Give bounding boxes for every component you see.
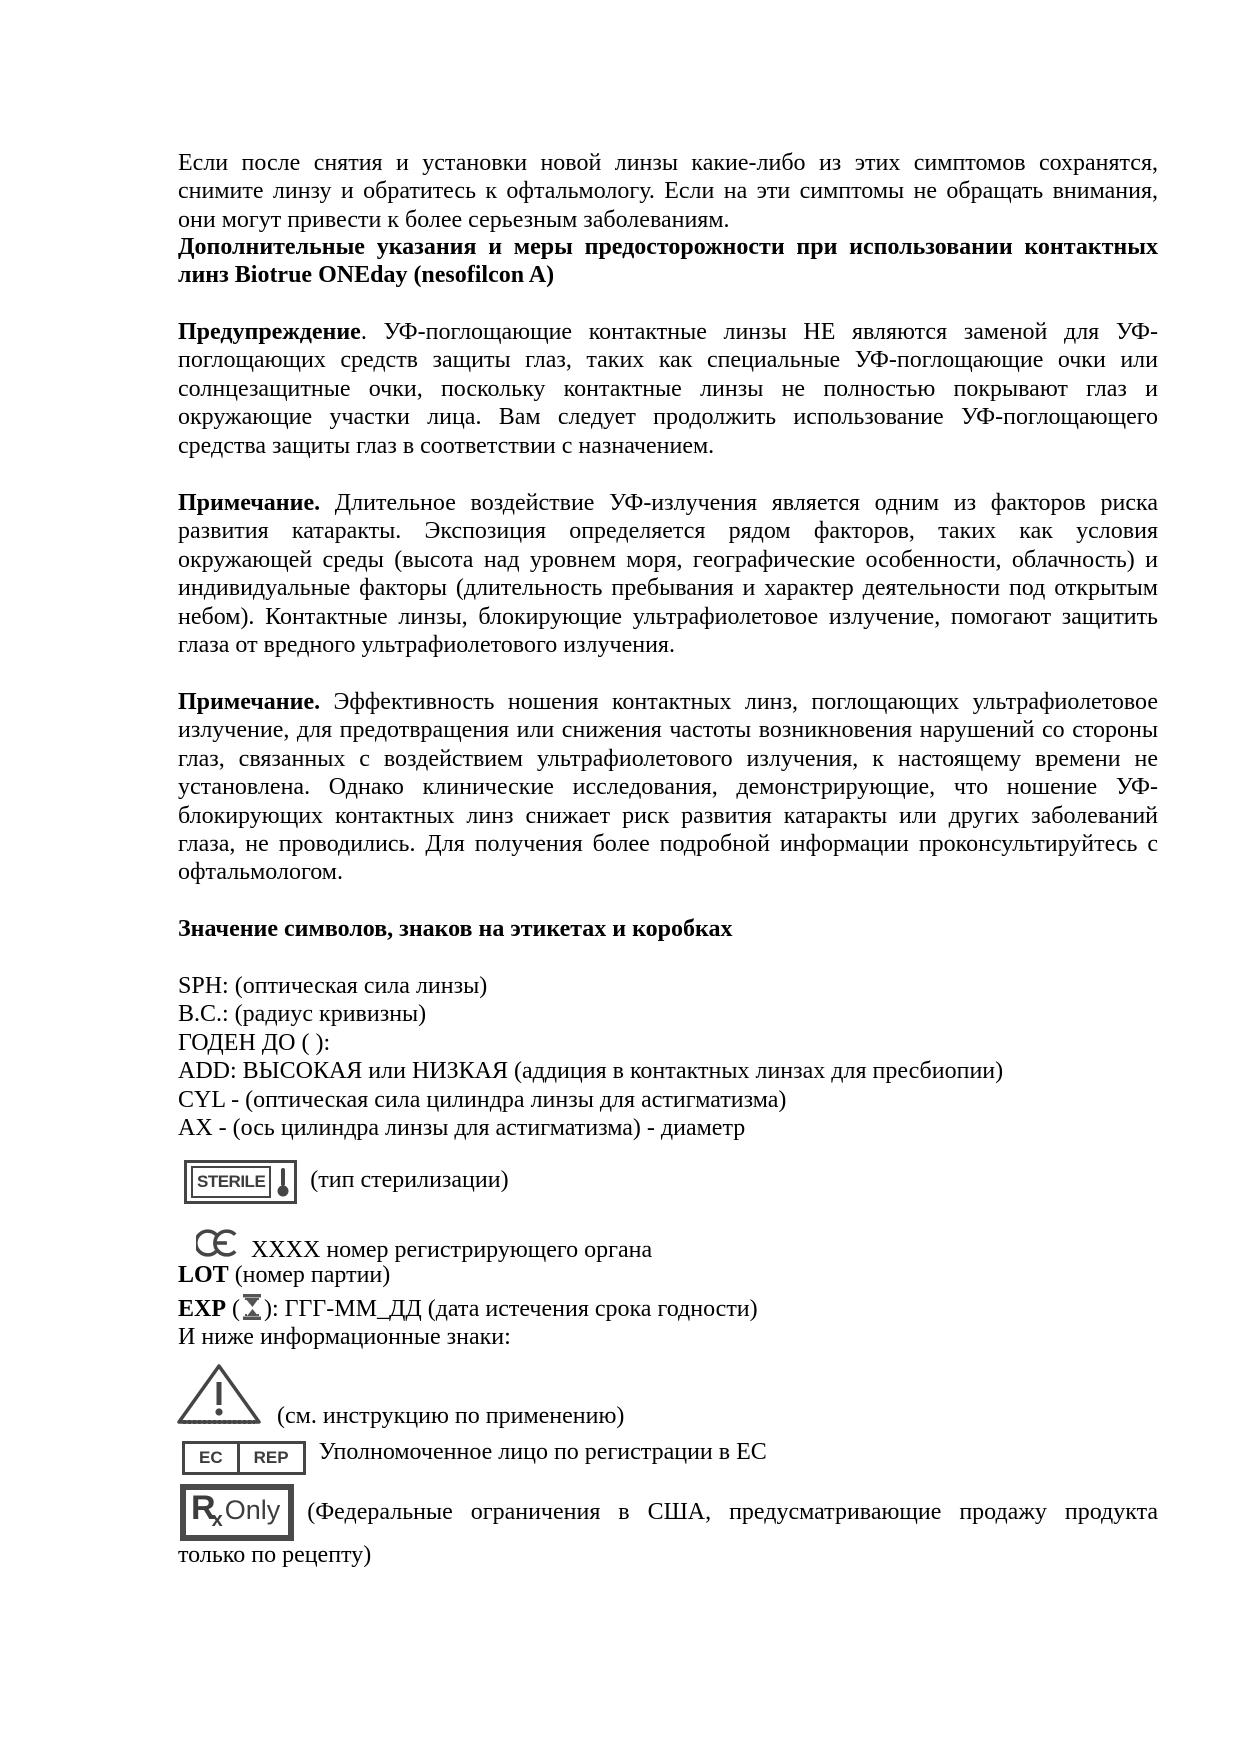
symbol-line-goden: ГОДЕН ДО ( ): [178, 1029, 331, 1056]
ec-rep-caption: Уполномоченное лицо по регистрации в ЕС [318, 1439, 767, 1465]
note2-label: Примечание. [178, 689, 321, 715]
ce-mark-icon [196, 1227, 238, 1264]
note2-paragraph [178, 688, 1158, 887]
ec-rep-icon [182, 1441, 306, 1475]
warning-label: Предупреждение [178, 319, 361, 345]
warning-text: . УФ-поглощающие контактные линзы НЕ являются заменой для УФ-поглощающих средств защиты глаз, таких как специальные УФ-поглощающие очки или солнцезащитные очки, поскольку контактные линзы не полностью покрывают глаз и окружающие участки лица. Вам следует продолжить использование УФ-поглощающего средства защиты глаз в соответствии с назначением. [178, 319, 1158, 459]
rx-r-letter: R [191, 1489, 216, 1527]
symbol-line-bc: B.C.: (радиус кривизны) [178, 1001, 427, 1028]
rx-only-paragraph [178, 1484, 1158, 1569]
lot-label: LOT [178, 1262, 229, 1288]
intro-section [178, 149, 1158, 234]
symbol-line-add: ADD: ВЫСОКАЯ или НИЗКАЯ (аддиция в контактных линзах для пресбиопии) [178, 1058, 1004, 1085]
rx-only-word: Only [224, 1495, 281, 1525]
attention-caption: (см. инструкцию по применению) [277, 1403, 625, 1429]
warning-section [178, 318, 1158, 460]
intro-paragraph: Если после снятия и установки новой линзы какие-либо из этих симптомов сохранятся, снимите линзу и обратитесь к офтальмологу. Если на эти симптомы не обращать внимания, они могут привести к более серьезным заболеваниям. [178, 150, 1158, 233]
ce-row [178, 1227, 1158, 1264]
lot-line [178, 1261, 1158, 1289]
sterile-icon [184, 1160, 297, 1204]
sterile-label: STERILE [191, 1166, 271, 1198]
ec-rep-row [178, 1438, 1158, 1475]
symbol-line-cyl: CYL - (оптическая сила цилиндра линзы для астигматизма) [178, 1086, 787, 1113]
symbols-list [178, 972, 1158, 1142]
rx-x-letter: x [211, 1509, 223, 1531]
symbol-line-ax: AX - (ось цилиндра линзы для астигматизма) - диаметр [178, 1115, 746, 1142]
note1-section [178, 489, 1158, 659]
attention-row [178, 1362, 1158, 1433]
ce-caption: XXXX номер регистрирующего органа [251, 1237, 653, 1263]
note2-text: Эффективность ношения контактных линз, поглощающих ультрафиолетовое излучение, для предотвращения или снижения частоты возникновения нарушений со стороны глаз, связанных с воздействием ультрафиолетового излучения, к настоящему времени не установлена. Однако клинические исследования, демонстрирующие, что ношение УФ-блокирующих контактных линз снижает риск развития катаракты или других заболеваний глаза, не проводились. Для получения более подробной информации проконсультируйтесь с офтальмологом. [178, 689, 1158, 886]
sterile-caption: (тип стерилизации) [310, 1167, 509, 1193]
ec-rep-ec-label: EC [199, 1448, 223, 1467]
symbol-line-sph: SPH: (оптическая сила линзы) [178, 973, 488, 999]
warning-paragraph [178, 318, 1158, 460]
thermometer-icon [276, 1166, 290, 1198]
symbols-heading-section [178, 915, 1158, 943]
info-signs-line: И ниже информационные знаки: [178, 1324, 511, 1350]
ec-rep-rep-label: REP [237, 1444, 303, 1472]
note2-section [178, 688, 1158, 887]
exp-label: EXP [178, 1296, 226, 1322]
rx-only-icon [180, 1484, 294, 1541]
additional-heading-section [178, 233, 1158, 290]
note1-paragraph [178, 489, 1158, 659]
sterile-row [178, 1160, 1158, 1204]
exp-caption: ): ГГГ-ММ_ДД (дата истечения срока годности) [264, 1296, 758, 1322]
rx-only-caption: (Федеральные ограничения в США, предусматривающие продажу продукта только по рецепту) [178, 1499, 1158, 1568]
additional-heading: Дополнительные указания и меры предосторожности при использовании контактных линз Biotrue ONEday (nesofilcon A) [178, 234, 1158, 289]
rx-only-row [178, 1484, 1158, 1569]
warning-triangle-icon [174, 1362, 264, 1433]
symbols-heading: Значение символов, знаков на этикетах и коробках [178, 916, 733, 942]
note1-label: Примечание. [178, 490, 321, 516]
lot-caption: (номер партии) [228, 1262, 391, 1288]
exp-paren-open: ( [226, 1296, 240, 1322]
note1-text: Длительное воздействие УФ-излучения является одним из факторов риска развития катаракты. Экспозиция определяется рядом факторов, таких как условия окружающей среды (высота над уровнем моря, географические особенности, облачность) и индивидуальные факторы (длительность пребывания и характер деятельности под открытым небом). Контактные линзы, блокирующие ультрафиолетовое излучение, помогают защитить глаза от вредного ультрафиолетового излучения. [178, 490, 1158, 659]
